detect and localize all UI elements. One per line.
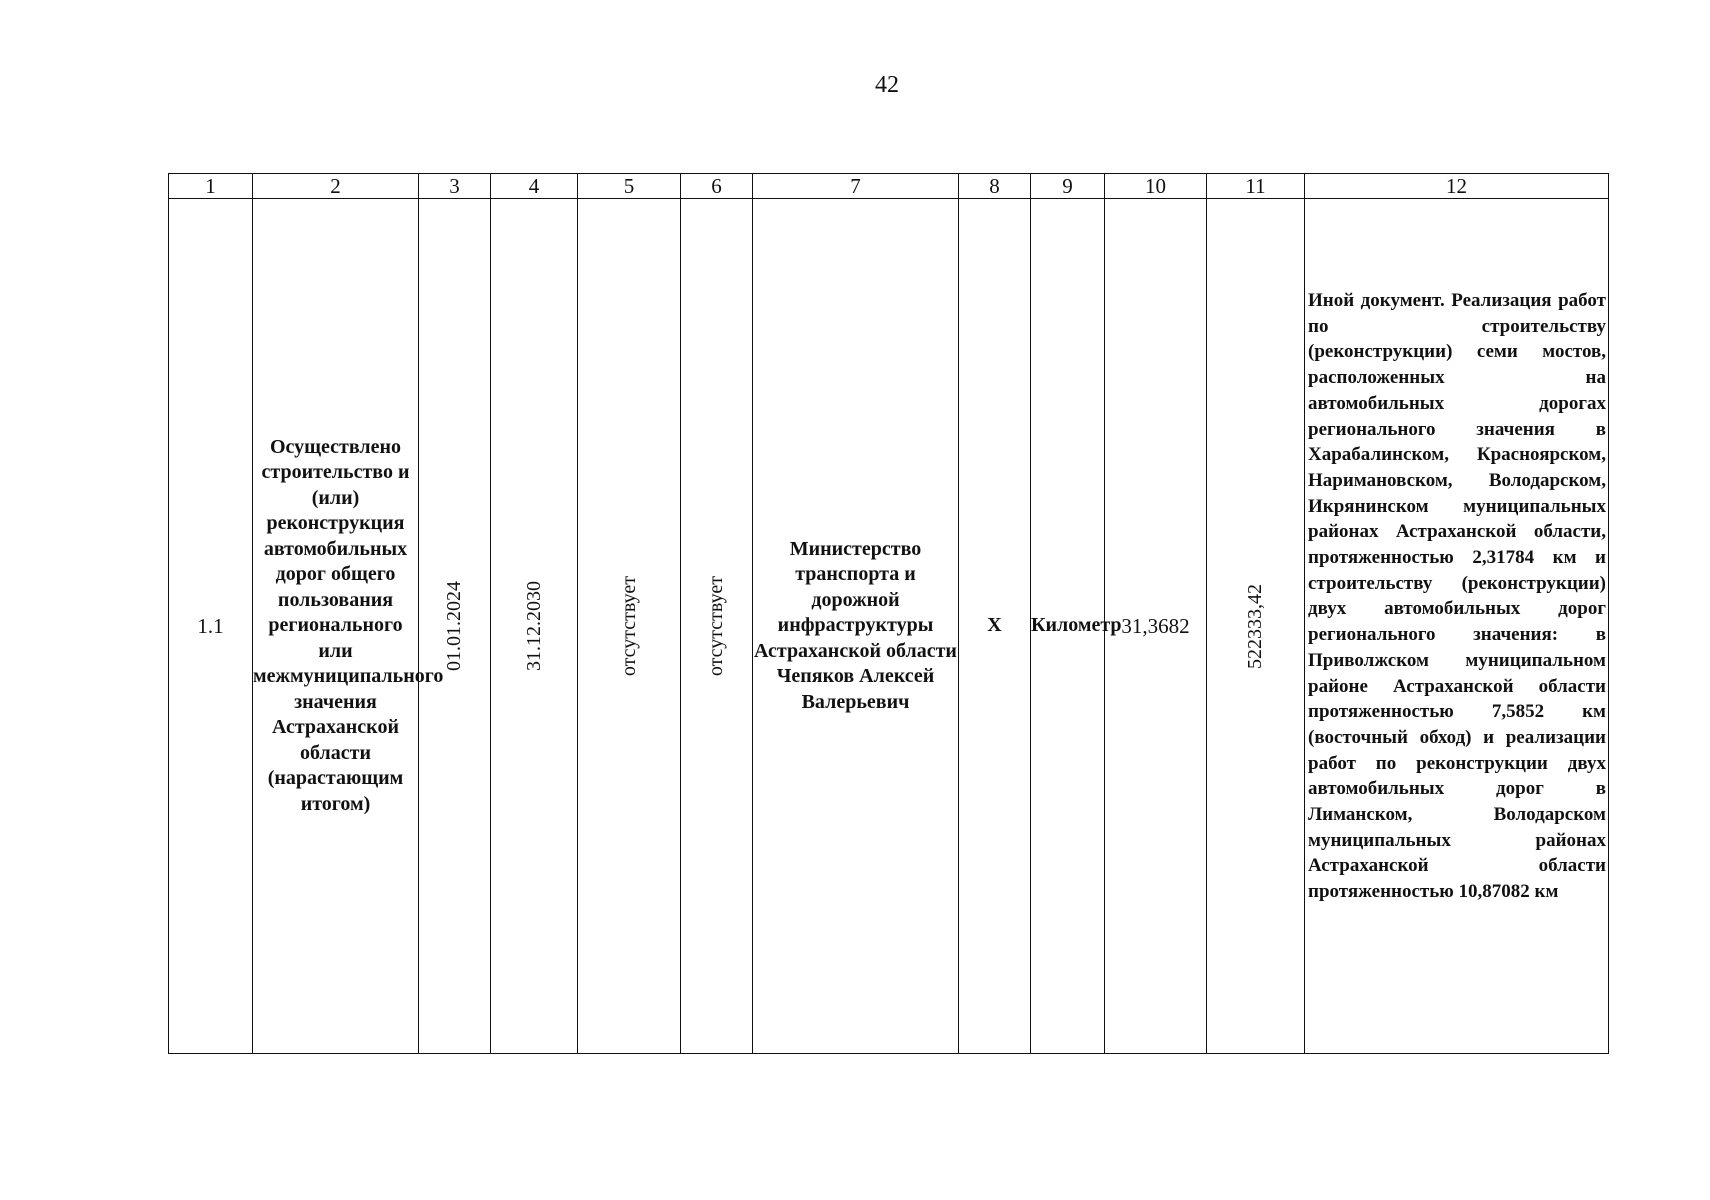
table-row (169, 199, 1609, 1054)
column-5-cell (578, 199, 681, 1054)
row-number-cell: 1.1 (169, 199, 253, 1054)
description-cell: Иной документ. Реализация работ по строительству (реконструкции) семи мостов, расположенных на автомобильных дорогах регионального значения в Харабалинском, Красноярском, Наримановском, Володарском, Икрянинском муниципальных районах Астраханской области, протяженностью 2,31784 км и строительству (реконструкции) двух автомобильных дорог регионального значения: в Приволжском муниципальном районе Астраханской области протяженностью 7,5852 км (восточный обход) и реализации работ по реконструкции двух автомобильных дорог в Лиманском, Володарском муниципальных районах Астраханской области протяженностью 10,87082 км (1305, 199, 1609, 1054)
column-number-11: 11 (1207, 174, 1305, 199)
result-cell: Осуществлено строительство и (или) реконструкция автомобильных дорог общего пользования регионального или межмуниципального значения Астраханской области (нарастающим итогом) (253, 199, 419, 1054)
column-6-cell (681, 199, 753, 1054)
column-number-6: 6 (681, 174, 753, 199)
column-8-cell: X (959, 199, 1031, 1054)
column-number-10: 10 (1105, 174, 1207, 199)
column-number-12: 12 (1305, 174, 1609, 199)
start-date-cell (419, 199, 491, 1054)
value-cell: 31,3682 (1105, 199, 1207, 1054)
end-date-text: 31.12.2030 (522, 581, 545, 671)
column-6-text: отсутствует (705, 575, 727, 677)
unit-cell: Километр (1031, 199, 1105, 1054)
column-number-5: 5 (578, 174, 681, 199)
document-table (168, 173, 1609, 1054)
column-number-7: 7 (753, 174, 959, 199)
column-number-2: 2 (253, 174, 419, 199)
table-header-row (169, 174, 1609, 199)
amount-cell (1207, 199, 1305, 1054)
page-number: 42 (875, 72, 899, 98)
start-date-text: 01.01.2024 (443, 581, 465, 671)
column-number-3: 3 (419, 174, 491, 199)
column-number-9: 9 (1031, 174, 1105, 199)
column-number-4: 4 (491, 174, 578, 199)
column-number-1: 1 (169, 174, 253, 199)
responsible-cell: Министерство транспорта и дорожной инфраструктуры Астраханской области Чепяков Алексей Валерьевич (753, 199, 959, 1054)
amount-text: 522333,42 (1244, 583, 1266, 669)
column-5-text: отсутствует (617, 575, 640, 677)
end-date-cell (491, 199, 578, 1054)
column-number-8: 8 (959, 174, 1031, 199)
